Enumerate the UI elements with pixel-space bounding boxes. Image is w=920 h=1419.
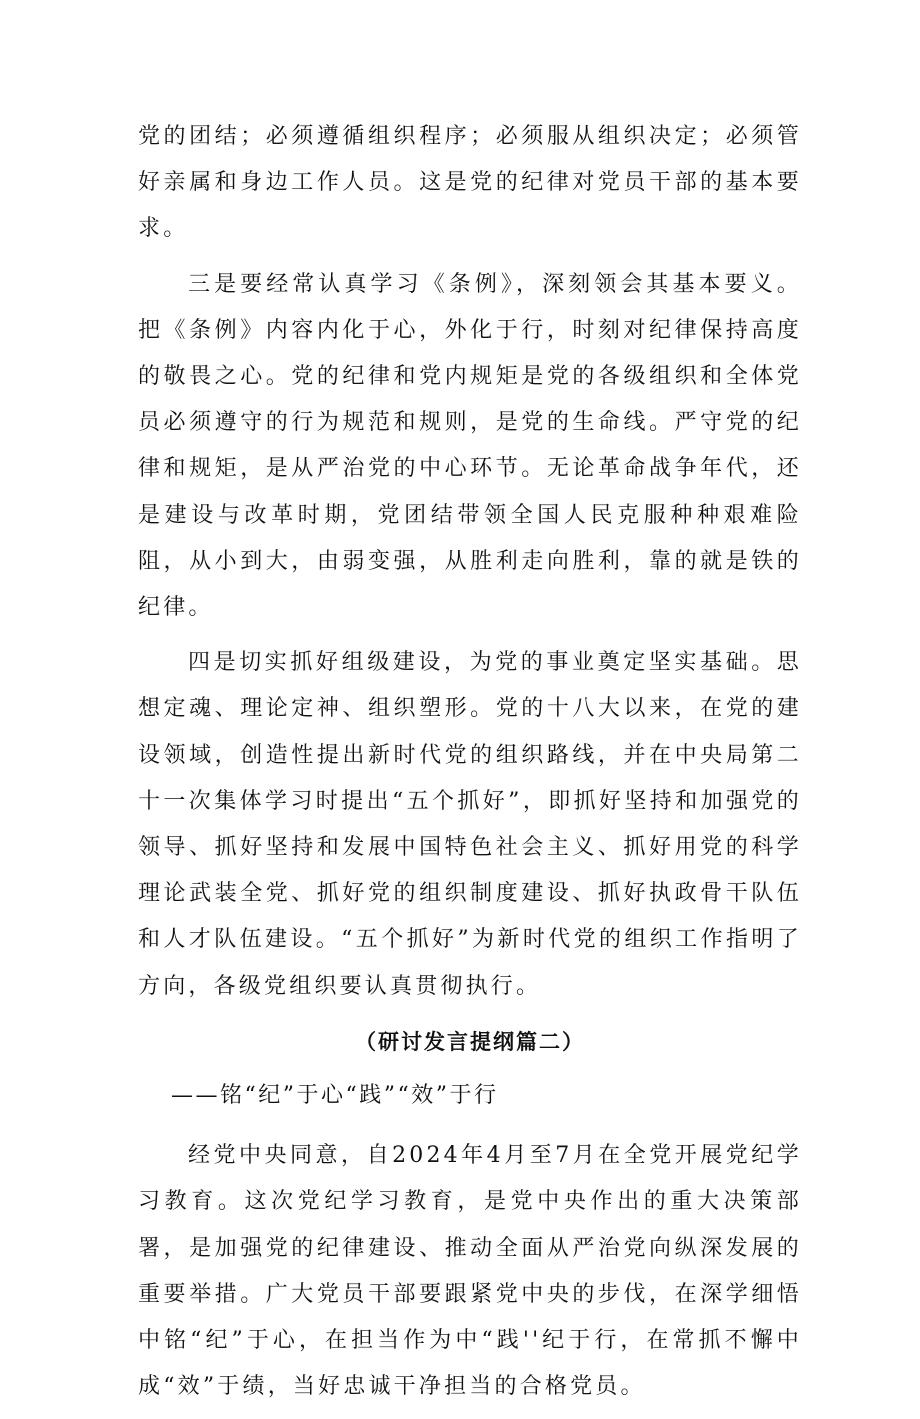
paragraph-intro: 经党中央同意，自2024年4月至7月在全党开展党纪学习教育。这次党纪学习教育，是党中央作出的重大决策部署，是加强党的纪律建设、推动全面从严治党向纵深发展的重要举措。广大党员干部要跟紧党中央的步伐，在深学细悟中铭“纪”于心，在担当作为中“践''纪于行，在常抓不懈中成“效”于绩，当好忠诚干净担当的合格党员。 xyxy=(138,1143,802,1400)
paragraph-point-three: 三是要经常认真学习《条例》，深刻领会其基本要义。把《条例》内容内化于心，外化于行，时刻对纪律保持高度的敬畏之心。党的纪律和党内规矩是党的各级组织和全体党员必须遵守的行为规范和规则，是党的生命线。严守党的纪律和规矩，是从严治党的中心环节。无论革命战争年代，还是建设与改革时期，党团结带领全国人民克服种种艰难险阻，从小到大，由弱变强，从胜利走向胜利，靠的就是铁的纪律。 xyxy=(138,271,802,621)
paragraph-continuation: 党的团结；必须遵循组织程序；必须服从组织决定；必须管好亲属和身边工作人员。这是党的纪律对党员干部的基本要求。 xyxy=(138,124,802,242)
paragraph-point-four: 四是切实抓好组级建设，为党的事业奠定坚实基础。思想定魂、理论定神、组织塑形。党的十八大以来，在党的建设领域，创造性提出新时代党的组织路线，并在中央局第二十一次集体学习时提出“五个抓好”，即抓好坚持和加强党的领导、抓好坚持和发展中国特色社会主义、抓好用党的科学理论武装全党、抓好党的组织制度建设、抓好执政骨干队伍和人才队伍建设。“五个抓好”为新时代党的组织工作指明了方向，各级党组织要认真贯彻执行。 xyxy=(138,650,802,999)
document-body xyxy=(138,114,802,1419)
section-subtitle: ——铭“纪”于心“践”“效”于行 xyxy=(171,1083,499,1109)
section-heading: （研讨发言提纲篇二） xyxy=(355,1029,585,1054)
